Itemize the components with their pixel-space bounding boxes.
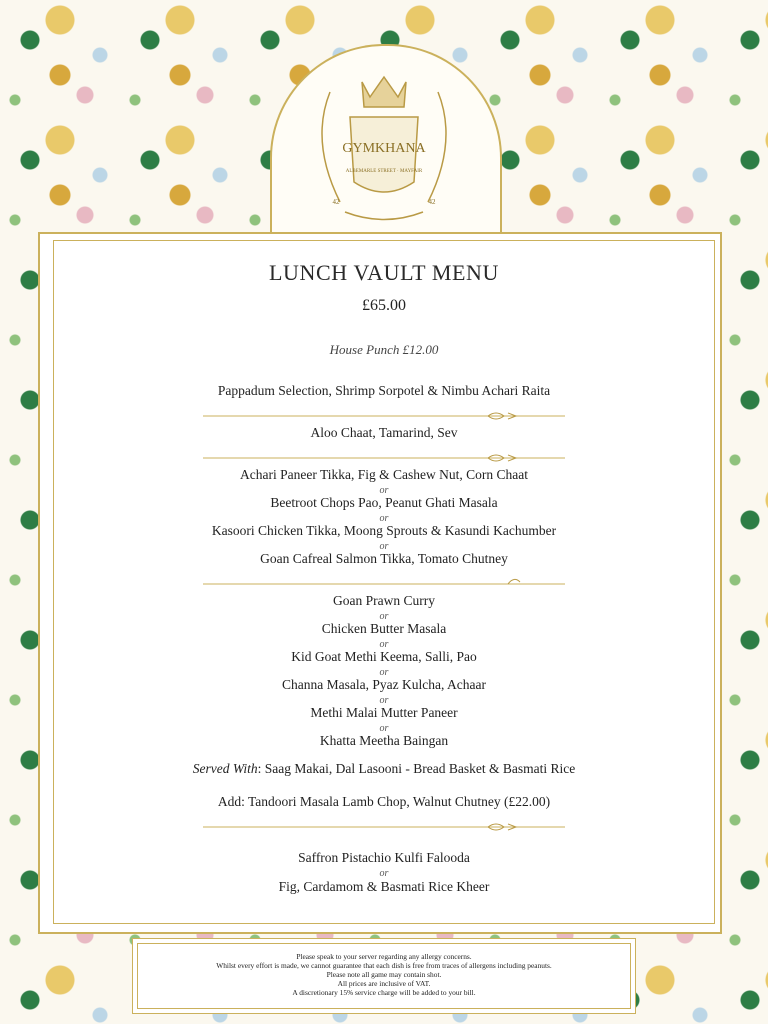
or-separator: or <box>379 541 389 552</box>
ornament-divider <box>203 578 565 590</box>
or-separator: or <box>379 695 389 706</box>
allergy-notice <box>137 943 631 1009</box>
course-3-option-4: Goan Cafreal Salmon Tikka, Tomato Chutney <box>260 551 508 566</box>
dessert-option-1: Saffron Pistachio Kulfi Falooda <box>298 850 470 865</box>
or-separator: or <box>379 611 389 622</box>
add-on: Add: Tandoori Masala Lamb Chop, Walnut Chutney (£22.00) <box>217 794 551 809</box>
served-with-text: : Saag Makai, Dal Lasooni - Bread Basket & Basmati Rice <box>257 761 576 776</box>
or-separator: or <box>379 485 389 496</box>
notice-line: All prices are inclusive of VAT. <box>337 979 431 988</box>
notice-line: Whilst every effort is made, we cannot guarantee that each dish is free from traces of allergens including peanuts. <box>216 961 552 970</box>
or-separator: or <box>379 639 389 650</box>
course-2-dish: Aloo Chaat, Tamarind, Sev <box>310 425 458 440</box>
ornament-divider <box>203 821 565 833</box>
or-separator: or <box>379 667 389 678</box>
course-4-option-5: Methi Malai Mutter Paneer <box>310 705 458 720</box>
course-4-option-3: Kid Goat Methi Keema, Salli, Pao <box>291 649 477 664</box>
served-with <box>53 761 715 777</box>
ornament-divider <box>203 452 565 464</box>
served-with-label: Served With <box>192 761 258 776</box>
gymkhana-crest-logo <box>300 72 468 232</box>
menu-price: £65.00 <box>362 297 406 314</box>
course-4-option-4: Channa Masala, Pyaz Kulcha, Achaar <box>282 677 486 692</box>
notice-line: Please speak to your server regarding any allergy concerns. <box>296 952 472 961</box>
course-4-option-6: Khatta Meetha Baingan <box>319 733 449 748</box>
svg-text:42: 42 <box>428 198 436 206</box>
svg-text:ALBEMARLE STREET · MAYFAIR: ALBEMARLE STREET · MAYFAIR <box>345 169 423 174</box>
notice-line: Please note all game may contain shot. <box>326 970 442 979</box>
notice-line: A discretionary 15% service charge will be added to your bill. <box>292 988 476 997</box>
or-separator: or <box>379 513 389 524</box>
svg-text:42: 42 <box>332 198 340 206</box>
svg-text:GYMKHANA: GYMKHANA <box>342 141 426 156</box>
course-3-option-1: Achari Paneer Tikka, Fig & Cashew Nut, Corn Chaat <box>240 467 528 482</box>
course-3-option-3: Kasoori Chicken Tikka, Moong Sprouts & Kasundi Kachumber <box>211 523 557 538</box>
dessert-option-2: Fig, Cardamom & Basmati Rice Kheer <box>278 879 490 894</box>
or-separator: or <box>379 868 389 879</box>
course-4-option-2: Chicken Butter Masala <box>321 621 447 636</box>
or-separator: or <box>379 723 389 734</box>
course-4-option-1: Goan Prawn Curry <box>333 593 435 608</box>
course-1-dish: Pappadum Selection, Shrimp Sorpotel & Nimbu Achari Raita <box>217 383 551 398</box>
menu-title: LUNCH VAULT MENU <box>268 260 500 285</box>
ornament-divider <box>203 410 565 422</box>
house-punch: House Punch £12.00 <box>329 342 439 357</box>
course-3-option-2: Beetroot Chops Pao, Peanut Ghati Masala <box>270 495 498 510</box>
